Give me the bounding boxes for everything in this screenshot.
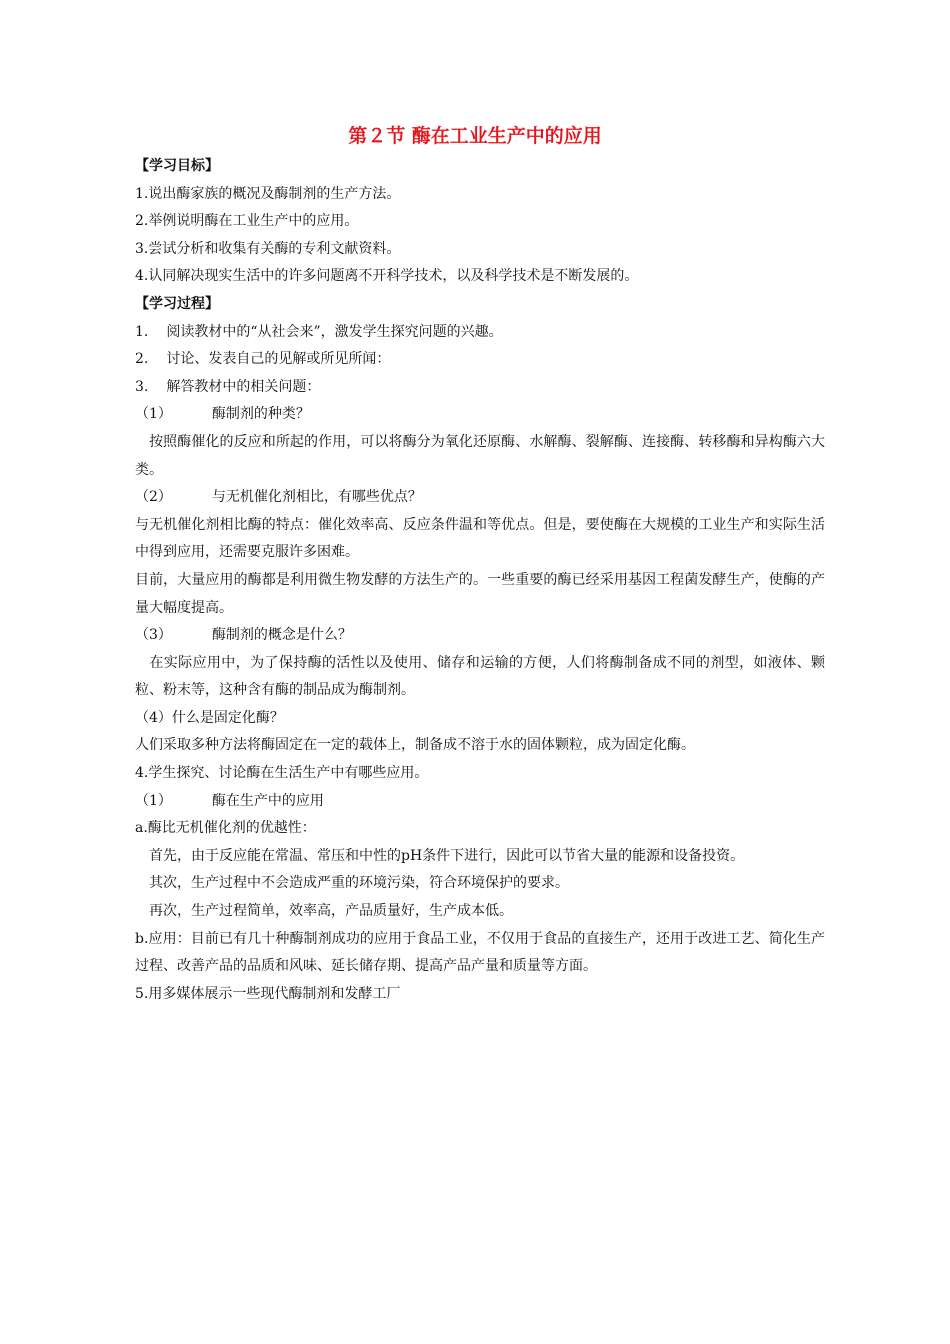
objective-item: 1.说出酶家族的概况及酶制剂的生产方法。 [135, 185, 401, 202]
objective-item: 2.举例说明酶在工业生产中的应用。 [135, 213, 359, 230]
answer-paragraph: 目前，大量应用的酶都是利用微生物发酵的方法生产的。一些重要的酶已经采用基因工程菌发酵生产，使酶的产量大幅度提高。 [135, 571, 825, 616]
process-item [135, 319, 825, 347]
subsection-number: （1） [135, 792, 172, 809]
answer-paragraph: 首先，由于反应能在常温、常压和中性的pH条件下进行，因此可以节省大量的能源和设备投资。 [135, 847, 745, 864]
process-item-number: 3. [135, 378, 149, 395]
page-title: 第２节 酶在工业生产中的应用 [348, 125, 602, 147]
process-item-number: 1. [135, 323, 149, 340]
answer-paragraph: 与无机催化剂相比酶的特点：催化效率高、反应条件温和等优点。但是，要使酶在大规模的工业生产和实际生活中得到应用，还需要克服许多困难。 [135, 516, 825, 561]
process-item [135, 374, 825, 402]
answer-paragraph: 人们采取多种方法将酶固定在一定的载体上，制备成不溶于水的固体颗粒，成为固定化酶。 [135, 737, 695, 754]
process-item: 4.学生探究、讨论酶在生活生产中有哪些应用。 [135, 765, 429, 782]
objectives-heading: 【学习目标】 [135, 158, 219, 174]
question-number: （3） [135, 627, 172, 644]
question-line [135, 401, 825, 429]
process-heading: 【学习过程】 [135, 295, 219, 312]
question-text: 酶制剂的概念是什么？ [211, 627, 352, 644]
process-item-text: 阅读教材中的“从社会来”，激发学生探究问题的兴趣。 [166, 323, 503, 340]
subsection-line [135, 788, 825, 816]
question-line [135, 484, 825, 512]
subsection-point: a.酶比无机催化剂的优越性： [135, 820, 316, 837]
question-text: 酶制剂的种类？ [211, 406, 310, 423]
process-item-number: 2. [135, 351, 149, 368]
answer-paragraph: 再次，生产过程简单，效率高，产品质量好，生产成本低。 [135, 903, 513, 920]
answer-paragraph: 在实际应用中，为了保持酶的活性以及使用、储存和运输的方便，人们将酶制备成不同的剂型，如液体、颗粒、粉末等，这种含有酶的制品成为酶制剂。 [135, 654, 825, 699]
answer-paragraph: b.应用：目前已有几十种酶制剂成功的应用于食品工业，不仅用于食品的直接生产，还用于改进工艺、简化生产过程、改善产品的品质和风味、延长储存期、提高产品产量和质量等方面。 [135, 930, 825, 975]
document-body [135, 153, 825, 1008]
process-item: 5.用多媒体展示一些现代酶制剂和发酵工厂 [135, 985, 401, 1002]
subsection-text: 酶在生产中的应用 [211, 792, 324, 809]
answer-paragraph: 按照酶催化的反应和所起的作用，可以将酶分为氧化还原酶、水解酶、裂解酶、连接酶、转移酶和异构酶六大类。 [135, 433, 825, 478]
process-item-text: 解答教材中的相关问题： [166, 378, 321, 395]
process-item-text: 讨论、发表自己的见解或所见所闻： [166, 351, 391, 368]
question-number: （2） [135, 489, 172, 506]
objective-item: 4.认同解决现实生活中的许多问题离不开科学技术，以及科学技术是不断发展的。 [135, 268, 639, 285]
question-text: 与无机催化剂相比，有哪些优点？ [211, 489, 422, 506]
answer-paragraph: 其次，生产过程中不会造成严重的环境污染，符合环境保护的要求。 [135, 875, 569, 892]
process-item [135, 346, 825, 374]
question-number: （1） [135, 406, 172, 423]
question-line: （4）什么是固定化酶？ [135, 709, 284, 726]
objective-item: 3.尝试分析和收集有关酶的专利文献资料。 [135, 240, 401, 257]
question-line [135, 622, 825, 650]
